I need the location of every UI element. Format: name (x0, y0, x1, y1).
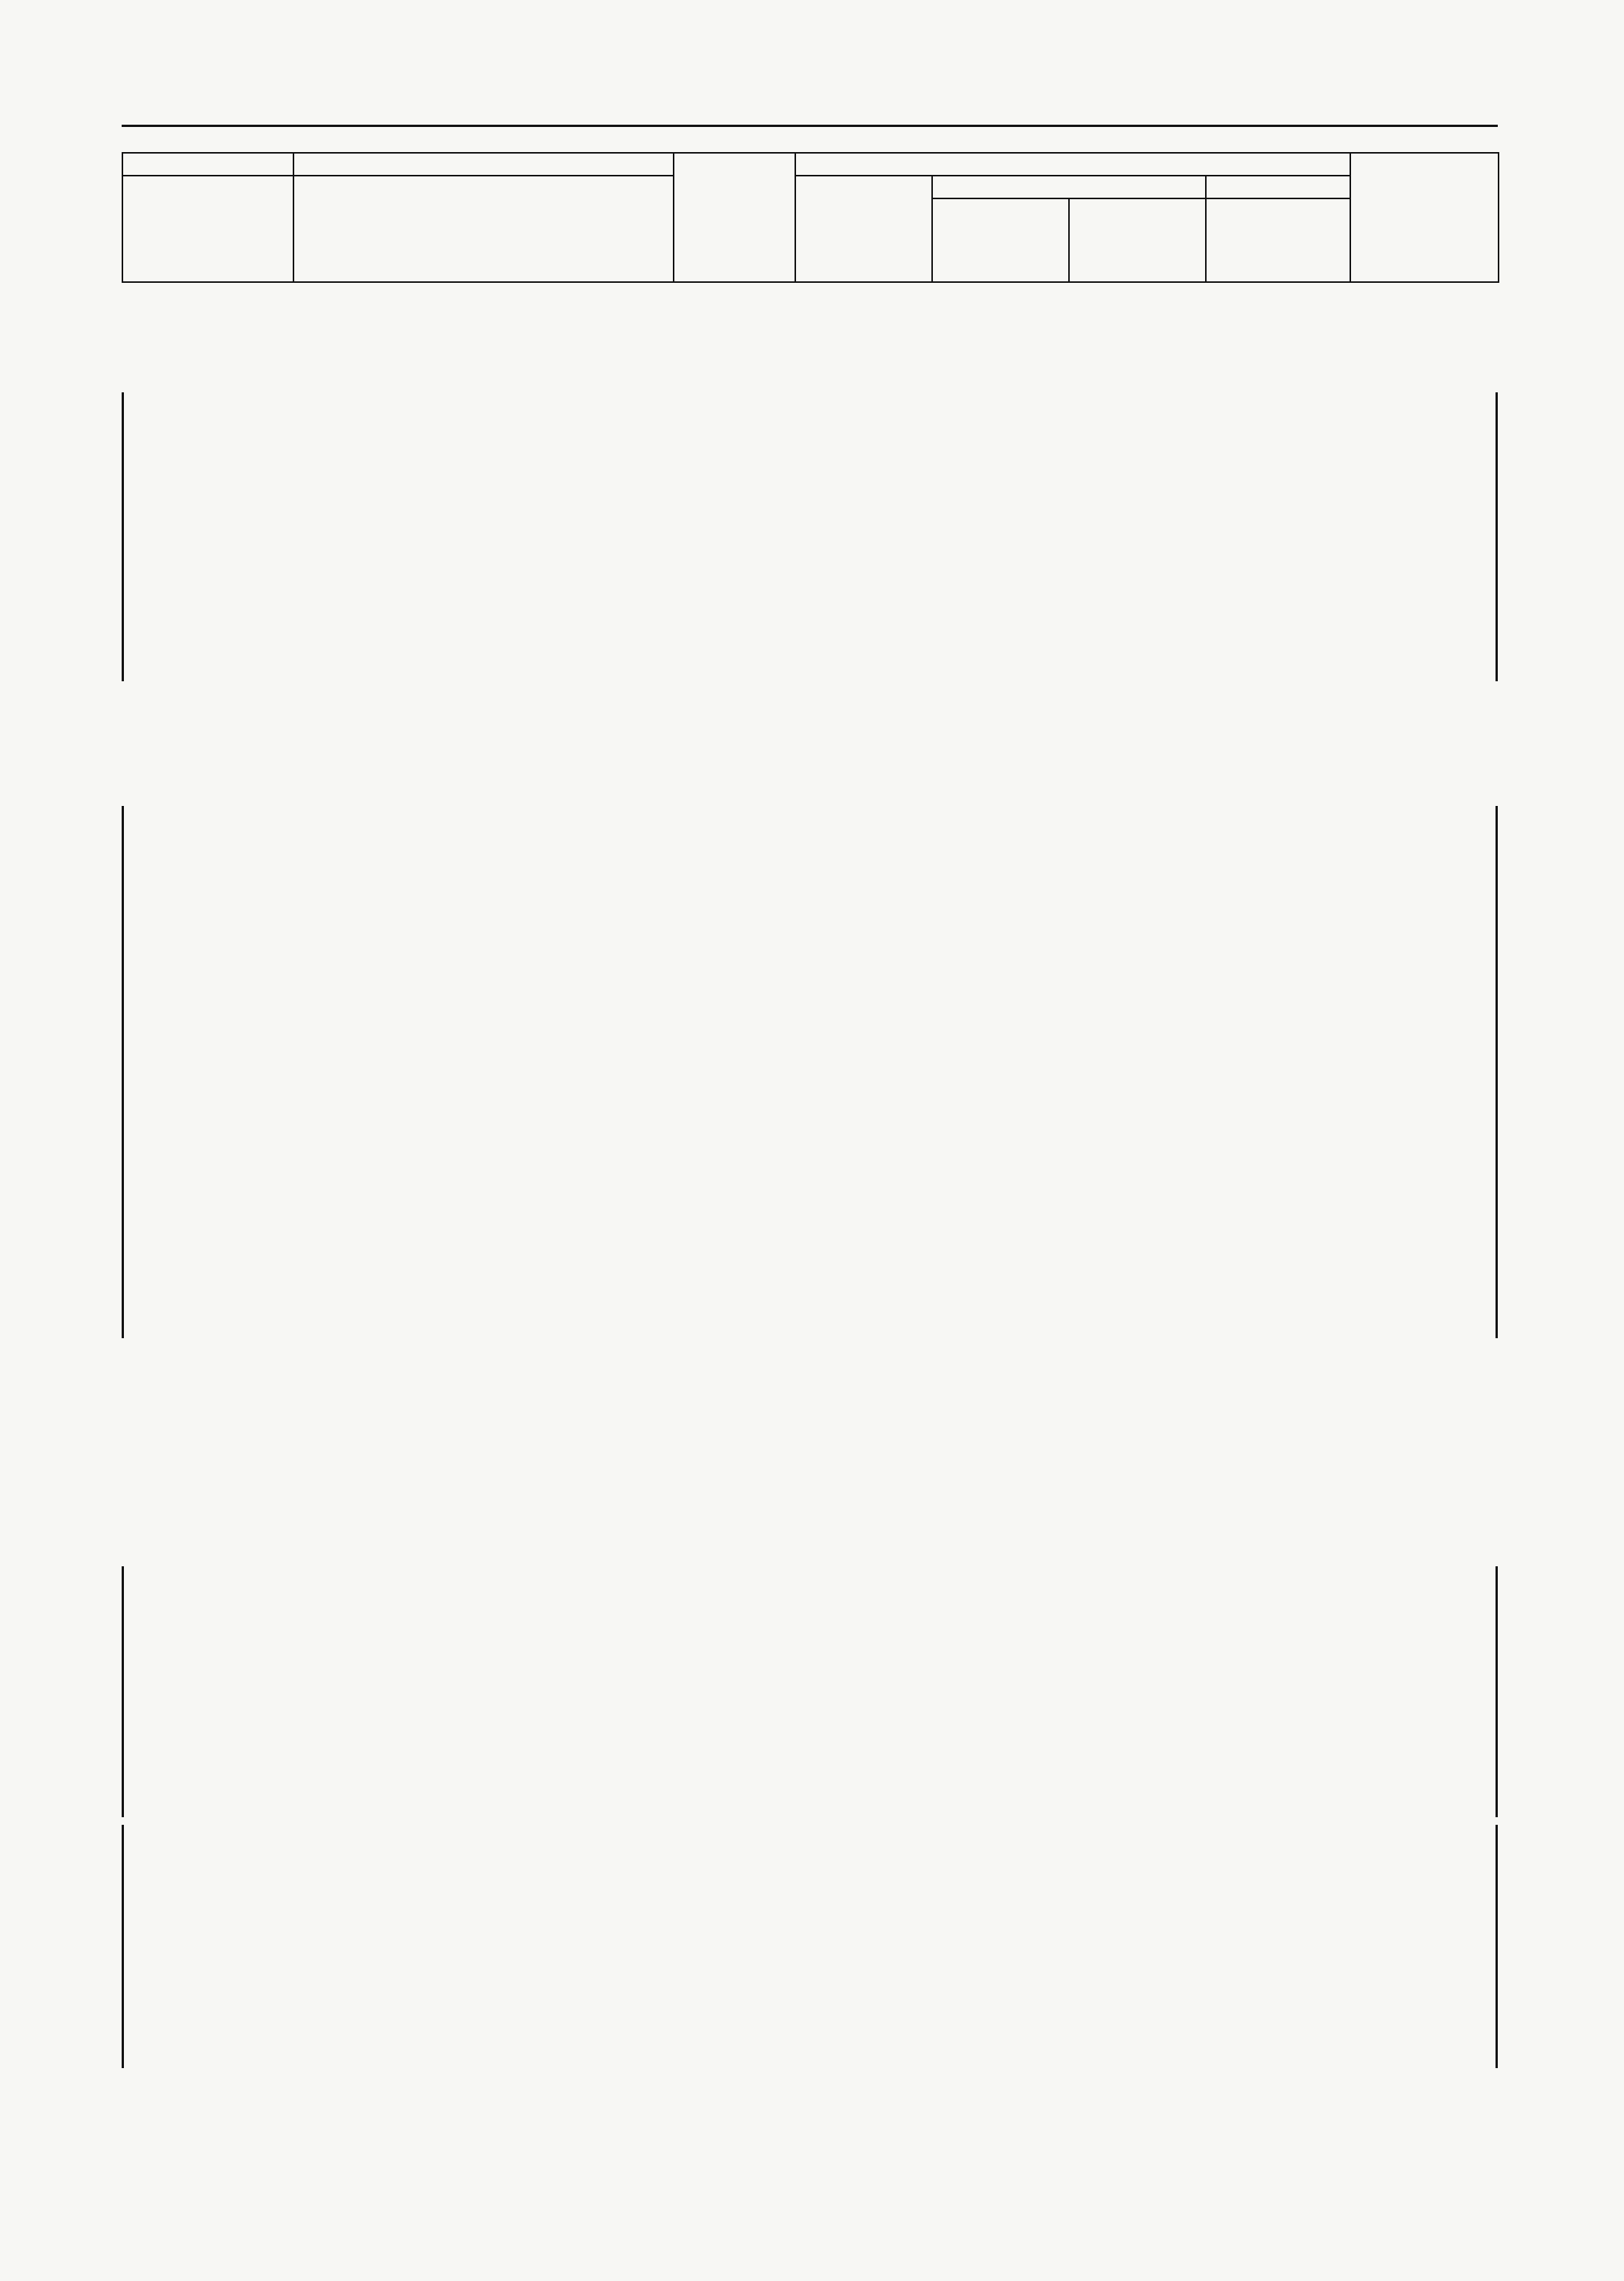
header-num-rates (122, 153, 293, 176)
header-direct-costs (674, 153, 795, 282)
header-labor (1350, 153, 1499, 282)
header-machines-total (932, 198, 1069, 282)
header-material-codes (122, 176, 293, 282)
header-including (795, 153, 1350, 176)
header-machines-operators (1069, 198, 1206, 282)
table-frame-07-001 (122, 1566, 1498, 1817)
header-material-names (293, 176, 674, 282)
header-materials-usage (1206, 198, 1350, 282)
table-frame-07-002 (122, 1825, 1498, 2068)
header-rule (122, 125, 1498, 127)
column-header-table (122, 152, 1499, 282)
header-materials (1206, 176, 1350, 198)
header-worker-pay (795, 176, 932, 282)
table-frame-029 (122, 392, 1498, 681)
header-machines (932, 176, 1206, 198)
header-name-works (293, 153, 674, 176)
table-frame-033 (122, 806, 1498, 1338)
